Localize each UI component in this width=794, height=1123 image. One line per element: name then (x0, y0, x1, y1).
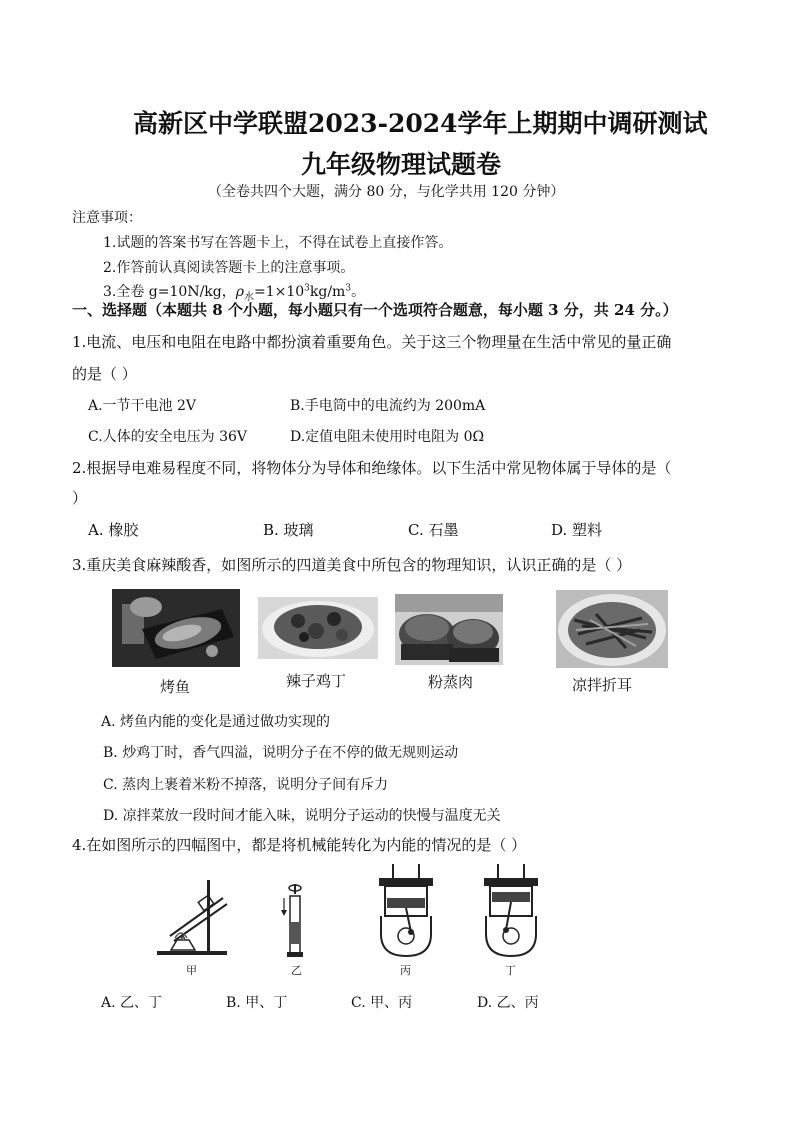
air-pump-icon (280, 882, 310, 960)
question-4-stem: 4.在如图所示的四幅图中，都是将机械能转化为内能的情况的是（ ） (72, 836, 527, 854)
q2-option-c: C. 石墨 (408, 521, 459, 539)
note-3-end: 。 (351, 284, 366, 300)
question-3-stem: 3.重庆美食麻辣酸香，如图所示的四道美食中所包含的物理知识，认识正确的是（ ） (72, 556, 632, 574)
grilled-fish-photo (112, 589, 240, 667)
diagram-label-bing: 丙 (400, 964, 411, 977)
unit-exponent: 3 (345, 283, 352, 294)
q4-option-a: A. 乙、丁 (101, 995, 163, 1011)
note-3-prefix: 3.全卷 g=10N/kg， (103, 284, 236, 300)
note-item: 1.试题的答案书写在答题卡上，不得在试卷上直接作答。 (103, 235, 453, 251)
q2-option-b: B. 玻璃 (263, 521, 314, 539)
note-3-unit: kg/m (309, 284, 346, 300)
engine-cylinder-icon (373, 862, 439, 958)
q4-option-b: B. 甲、丁 (226, 995, 288, 1011)
value-exponent: 3 (304, 283, 310, 294)
rho-subscript: 水 (243, 291, 254, 303)
exam-title: 高新区中学联盟2023-2024学年上期期中调研测试 (133, 109, 708, 138)
q3-option-b: B. 炒鸡丁时，香气四溢，说明分子在不停的做无规则运动 (103, 745, 459, 761)
diagram-label-ding: 丁 (505, 964, 516, 977)
caption-steamed-pork: 粉蒸肉 (428, 673, 474, 691)
spicy-chicken-photo (258, 597, 378, 659)
note-item: 2.作答前认真阅读答题卡上的注意事项。 (103, 260, 355, 276)
diagram-label-jia: 甲 (186, 964, 197, 977)
q1-option-a: A.一节干电池 2V (88, 398, 197, 414)
question-2-stem-cont: ） (72, 489, 88, 507)
cold-salad-photo (556, 590, 668, 668)
section-heading: 一、选择题（本题共 8 个小题，每小题只有一个选项符合题意，每小题 3 分，共 24 分。） (72, 301, 678, 319)
q3-option-d: D. 凉拌菜放一段时间才能入味，说明分子运动的快慢与温度无关 (103, 808, 501, 824)
q2-option-d: D. 塑料 (551, 521, 603, 539)
caption-spicy-chicken: 辣子鸡丁 (286, 672, 347, 690)
notes-label: 注意事项： (72, 210, 142, 226)
q1-option-d: D.定值电阻未使用时电阻为 0Ω (290, 429, 485, 445)
caption-grilled-fish: 烤鱼 (160, 678, 191, 696)
question-2-stem: 2.根据导电难易程度不同，将物体分为导体和绝缘体。以下生活中常见物体属于导体的是（ (72, 459, 672, 477)
q4-option-d: D. 乙、丙 (477, 995, 539, 1011)
diagram-label-yi: 乙 (291, 964, 302, 977)
q2-option-a: A. 橡胶 (88, 521, 139, 539)
q1-option-c: C.人体的安全电压为 36V (88, 429, 248, 445)
q3-option-a: A. 烤鱼内能的变化是通过做功实现的 (101, 714, 331, 730)
question-1-stem-cont: 的是（ ） (72, 365, 137, 383)
steamed-pork-photo (395, 594, 503, 665)
note-3-value: =1×10 (253, 284, 305, 300)
caption-cold-salad: 凉拌折耳 (572, 676, 633, 694)
question-1-stem: 1.电流、电压和电阻在电路中都扮演着重要角色。关于这三个物理量在生活中常见的量正确 (72, 333, 672, 351)
engine-cylinder-icon (478, 862, 544, 958)
rho-symbol: ρ (235, 284, 244, 300)
test-tube-heating-icon (155, 878, 235, 958)
q3-option-c: C. 蒸肉上裹着米粉不掉落，说明分子间有斥力 (103, 777, 389, 793)
exam-subject-title: 九年级物理试题卷 (301, 150, 502, 179)
q1-option-b: B.手电筒中的电流约为 200mA (290, 398, 486, 414)
q4-option-c: C. 甲、丙 (351, 995, 413, 1011)
exam-subtitle: （全卷共四个大题，满分 80 分，与化学共用 120 分钟） (208, 184, 565, 200)
